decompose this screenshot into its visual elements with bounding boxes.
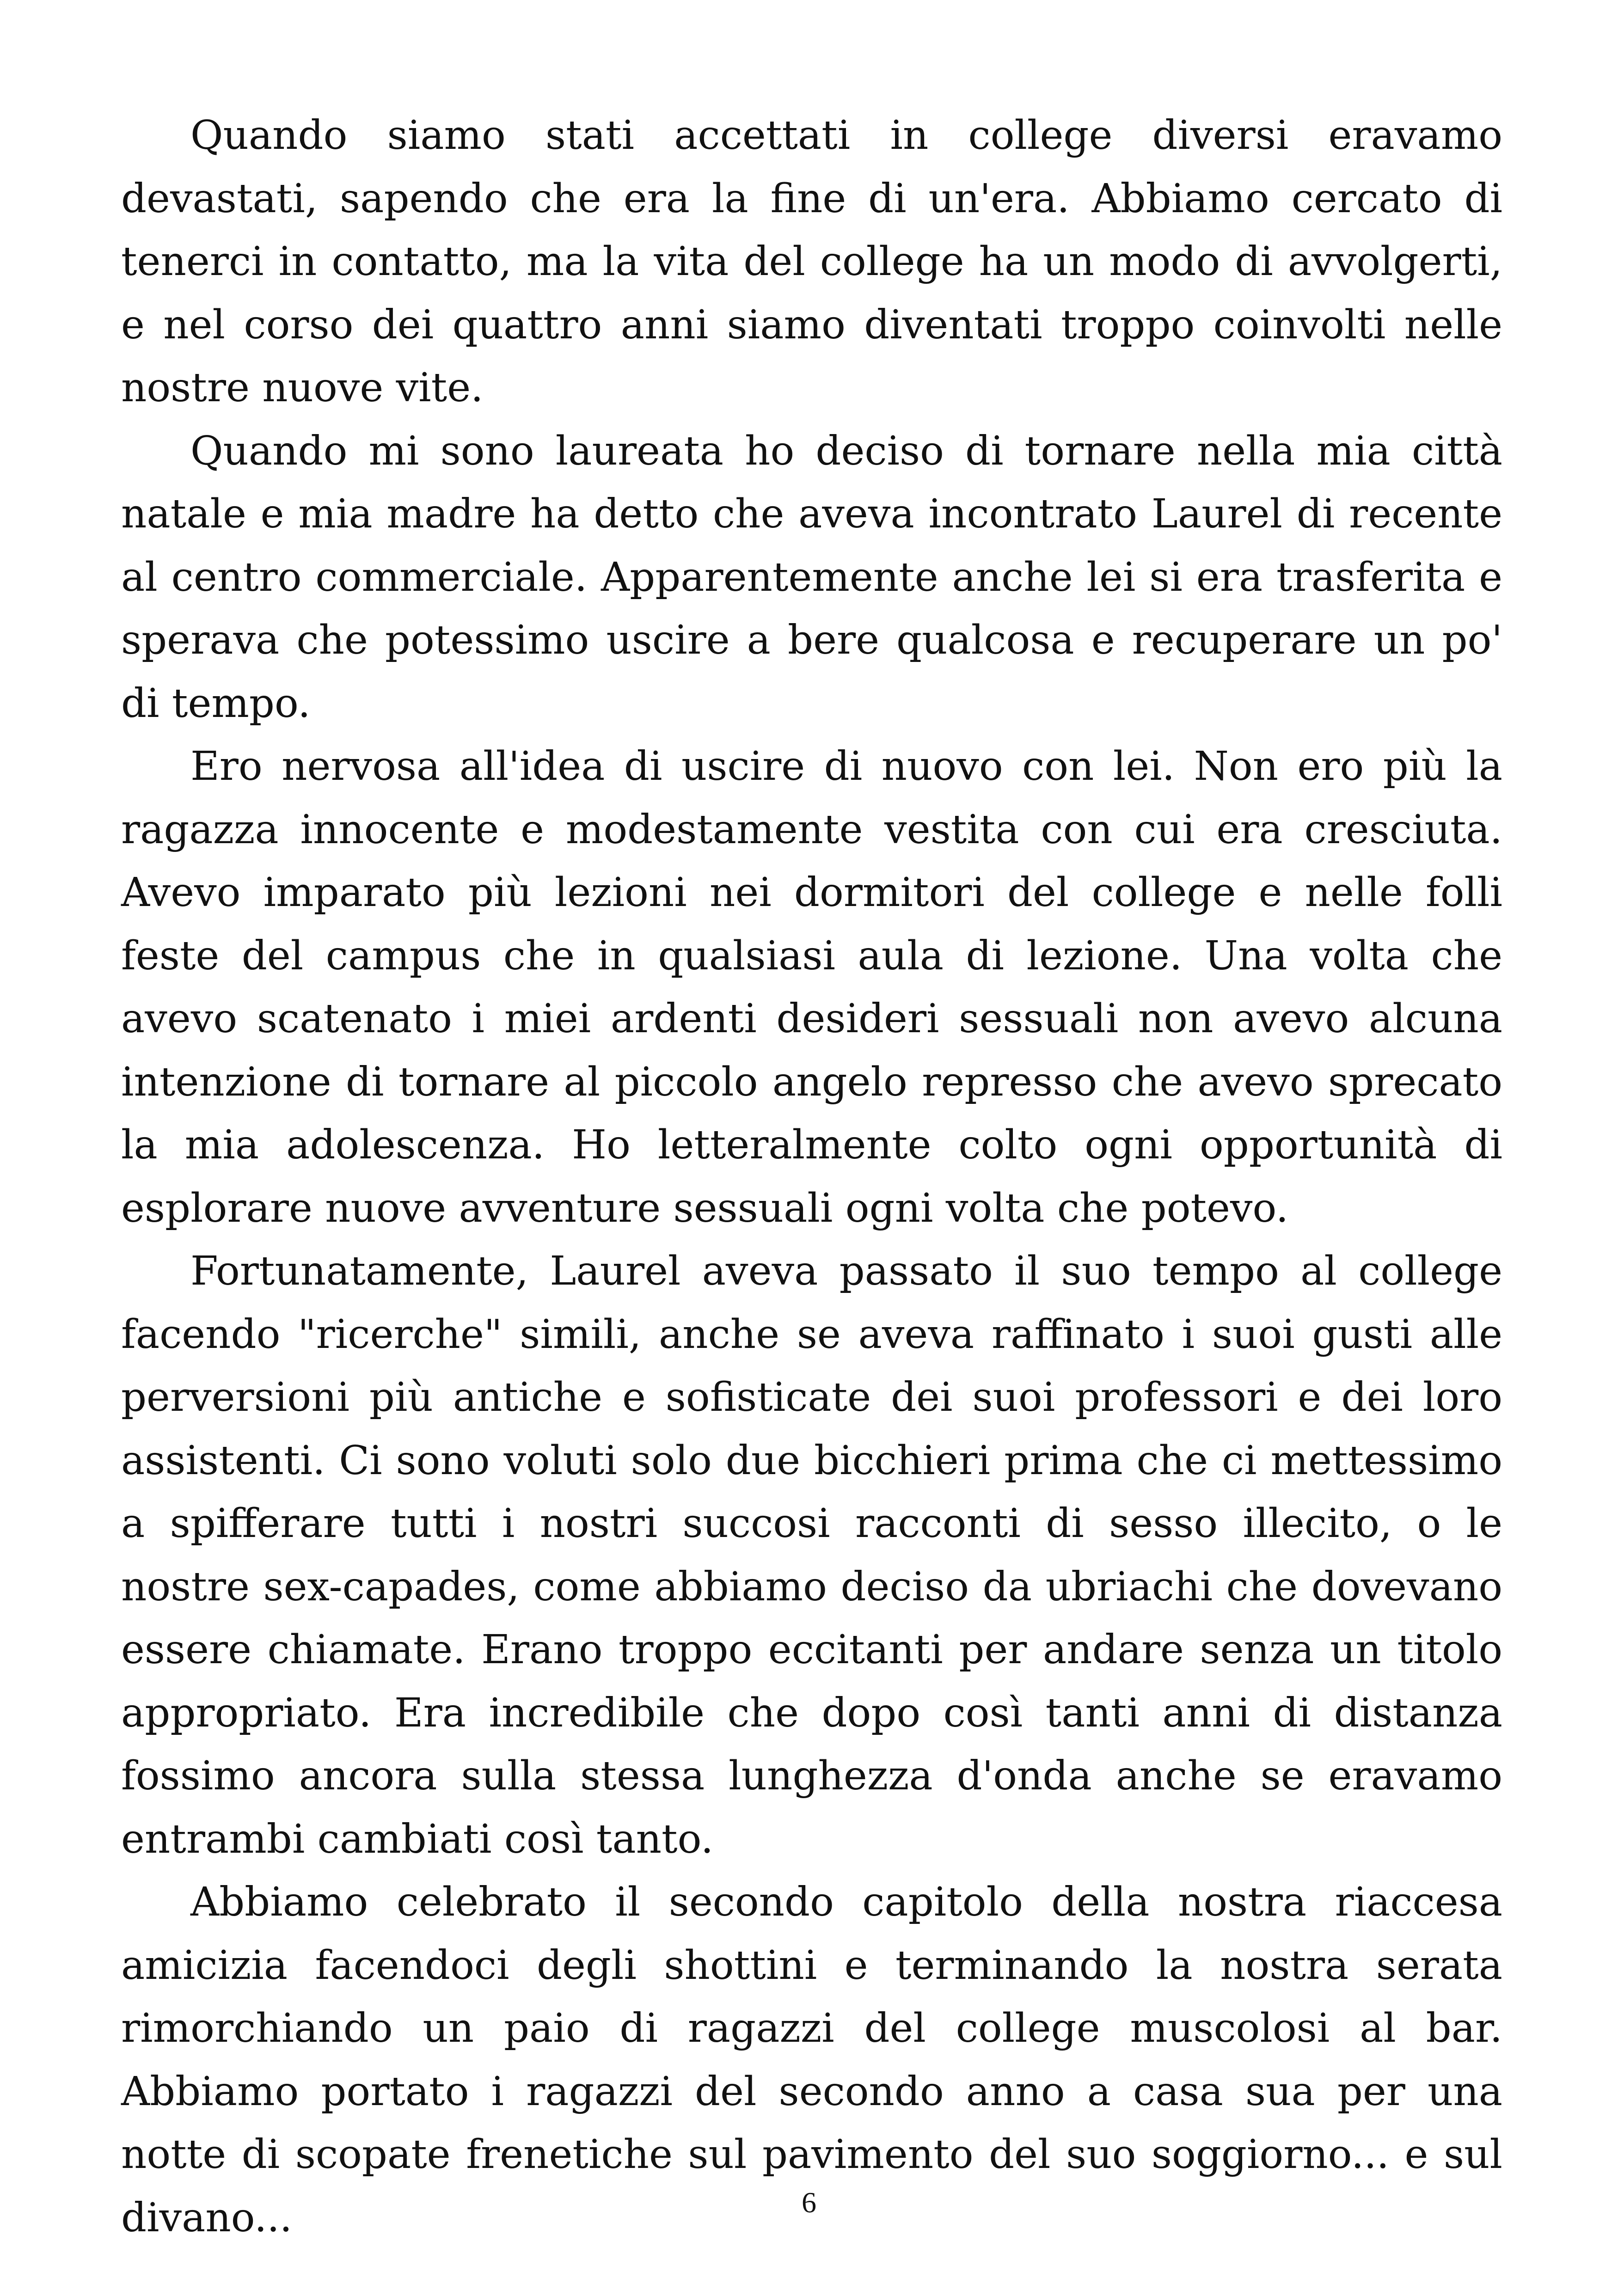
paragraph-5: Abbiamo celebrato il secondo capitolo della nostra riaccesa amicizia facendoci degli shottini e terminando la nostra serata rimorchiando un paio di ragazzi del college muscolosi al bar. Abbiamo portato i ragazzi del secondo anno a casa sua per una notte di scopate frenetiche sul pavimento del suo soggiorno... e sul divano...: [121, 1879, 1502, 2241]
page-number: 6: [802, 2186, 816, 2219]
paragraph-3: Ero nervosa all'idea di uscire di nuovo con lei. Non ero più la ragazza innocente e modestamente vestita con cui era cresciuta. Avevo imparato più lezioni nei dormitori del college e nelle folli feste del campus che in qualsiasi aula di lezione. Una volta che avevo scatenato i miei ardenti desideri sessuali non avevo alcuna intenzione di tornare al piccolo angelo represso che avevo sprecato la mia adolescenza. Ho letteralmente colto ogni opportunità di esplorare nuove avventure sessuali ogni volta che potevo.: [121, 743, 1502, 1231]
paragraph-1: Quando siamo stati accettati in college diversi eravamo devastati, sapendo che era la fine di un'era. Abbiamo cercato di tenerci in contatto, ma la vita del college ha un modo di avvolgerti, e nel corso dei quattro anni siamo diventati troppo coinvolti nelle nostre nuove vite.: [121, 112, 1502, 411]
body-text: [121, 104, 1502, 2249]
paragraph-4: Fortunatamente, Laurel aveva passato il suo tempo al college facendo "ricerche" simili, anche se aveva raffinato i suoi gusti alle perversioni più antiche e sofisticate dei suoi professori e dei loro assistenti. Ci sono voluti solo due bicchieri prima che ci mettessimo a spifferare tutti i nostri succosi racconti di sesso illecito, o le nostre sex-capades, come abbiamo deciso da ubriachi che dovevano essere chiamate. Erano troppo eccitanti per andare senza un titolo appropriato. Era incredibile che dopo così tanti anni di distanza fossimo ancora sulla stessa lunghezza d'onda anche se eravamo entrambi cambiati così tanto.: [121, 1248, 1502, 1862]
paragraph-2: Quando mi sono laureata ho deciso di tornare nella mia città natale e mia madre ha detto che aveva incontrato Laurel di recente al centro commerciale. Apparentemente anche lei si era trasferita e sperava che potessimo uscire a bere qualcosa e recuperare un po' di tempo.: [121, 428, 1502, 727]
